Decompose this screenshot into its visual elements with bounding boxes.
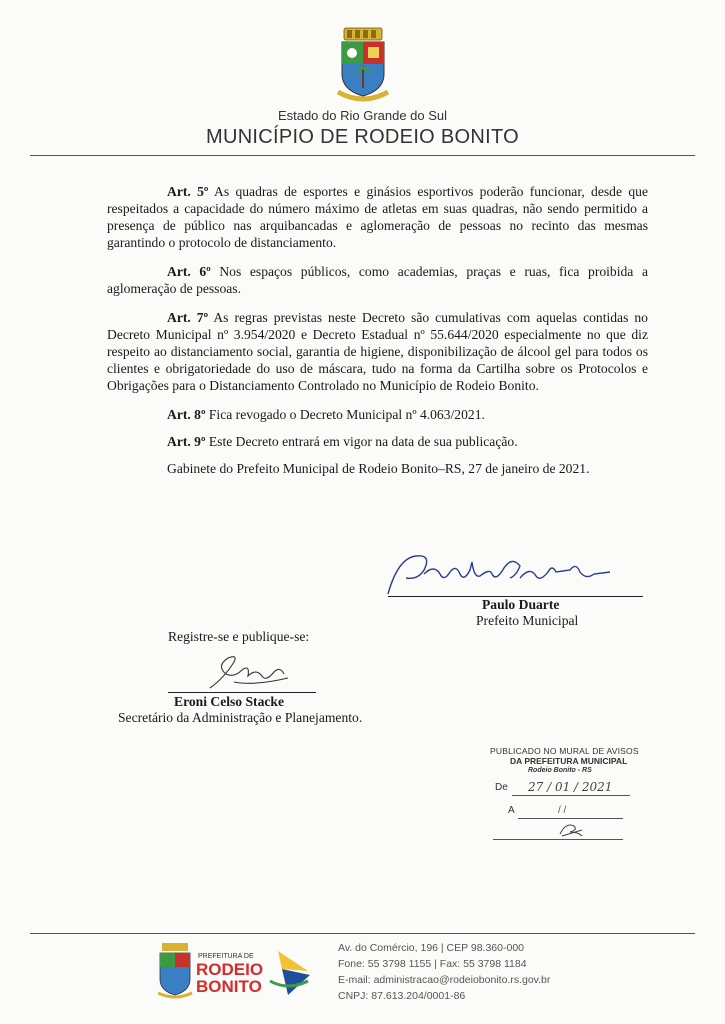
header-divider — [30, 155, 695, 156]
stamp-line-3: Rodeio Bonito - RS — [528, 767, 592, 774]
stamp-date-line — [512, 795, 630, 796]
footer-email[interactable]: E-mail: administracao@rodeiobonito.rs.gov.br — [338, 974, 551, 986]
svg-text:BONITO: BONITO — [196, 977, 262, 996]
article-7: Art. 7º As regras previstas neste Decreto são cumulativas com aquelas contidas no Decreto Municipal nº 3.954/2020 e Decreto Estadual nº 55.644/2020 especialmente no que diz respeito ao distanciamento social, garantia de higiene, disponibilização de álcool gel para todos os clientes e obrigatoriedade do uso de máscara, tudo na forma da Cartilha sobre os Protocolos e Obrigações para o Distanciamento Controlado no Município de Rodeio Bonito. — [107, 310, 648, 393]
municipal-crest-icon — [336, 26, 390, 104]
article-9: Art. 9º Este Decreto entrará em vigor na data de sua publicação. — [167, 434, 518, 449]
stamp-date-handwritten: 27 / 01 / 2021 — [528, 780, 613, 794]
mayor-name: Paulo Duarte — [482, 597, 560, 612]
mayor-role: Prefeito Municipal — [476, 613, 579, 628]
municipality-title: MUNICÍPIO DE RODEIO BONITO — [205, 126, 519, 148]
closing-line: Gabinete do Prefeito Municipal de Rodeio Bonito–RS, 27 de janeiro de 2021. — [167, 461, 590, 476]
secretary-signature-line — [168, 692, 316, 693]
register-note: Registre-se e publique-se: — [168, 629, 310, 644]
secretary-signature-icon — [204, 648, 294, 694]
state-name: Estado do Rio Grande do Sul — [277, 108, 448, 123]
footer-divider — [30, 933, 695, 934]
footer-address: Av. do Comércio, 196 | CEP 98.360-000 — [338, 942, 525, 954]
publication-stamp — [490, 746, 650, 846]
article-6: Art. 6º Nos espaços públicos, como academias, praças e ruas, fica proibida a aglomeração de pessoas. — [107, 264, 648, 296]
footer-cnpj: CNPJ: 87.613.204/0001-86 — [338, 990, 466, 1002]
footer-phones: Fone: 55 3798 1155 | Fax: 55 3798 1184 — [338, 958, 527, 970]
stamp-line-2: DA PREFEITURA MUNICIPAL — [510, 756, 628, 766]
stamp-signature-line — [493, 839, 623, 840]
mayor-signature-icon — [380, 548, 650, 600]
stamp-until-prefix: A — [508, 805, 515, 816]
stamp-initials-icon — [556, 818, 586, 840]
stamp-until-blank: / / — [558, 805, 567, 816]
footer-contact — [338, 940, 550, 1004]
stamp-date-prefix: De — [495, 782, 508, 793]
prefeitura-logo-icon — [158, 941, 318, 1001]
secretary-name: Eroni Celso Stacke — [174, 694, 285, 709]
decree-body — [107, 183, 648, 487]
secretary-role: Secretário da Administração e Planejamento. — [118, 710, 363, 725]
stamp-line-1: PUBLICADO NO MURAL DE AVISOS — [490, 746, 639, 756]
svg-text:PREFEITURA DE: PREFEITURA DE — [198, 953, 254, 960]
article-5: Art. 5º As quadras de esportes e ginásios esportivos poderão funcionar, desde que respeitados a capacidade do número máximo de atletas em suas quadras, não sendo permitido a presença de público nas arquibancadas e aglomeração de pessoas no recinto das mesmas garantindo o protocolo de distanciamento. — [107, 184, 648, 250]
article-8: Art. 8º Fica revogado o Decreto Municipal nº 4.063/2021. — [167, 407, 485, 422]
svg-text:RODEIO: RODEIO — [196, 960, 264, 979]
